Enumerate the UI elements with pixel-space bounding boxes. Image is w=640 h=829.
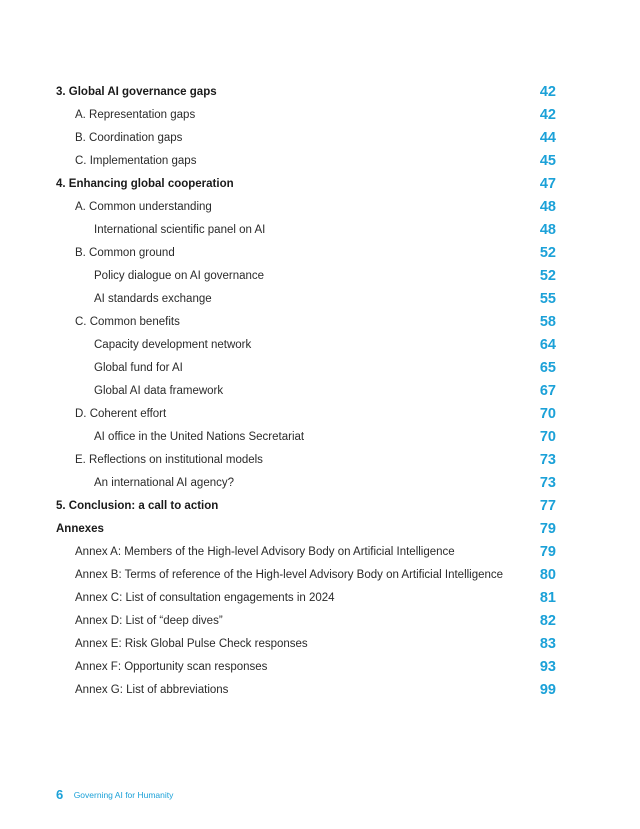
toc-entry-label: E. Reflections on institutional models	[75, 454, 263, 466]
toc-entry-page-number: 52	[539, 268, 556, 284]
toc-entry-label: Global AI data framework	[94, 385, 224, 397]
toc-entry-label: Annex E: Risk Global Pulse Check responses	[75, 638, 308, 650]
toc-entry-page-number: 58	[539, 314, 556, 330]
toc-entry-label: Capacity development network	[94, 339, 252, 351]
toc-entry-page-number: 52	[539, 245, 556, 261]
toc-entry-label: Annex F: Opportunity scan responses	[75, 661, 268, 673]
toc-entry-page-number: 45	[539, 153, 556, 169]
toc-entry[interactable]	[0, 518, 640, 541]
toc-entry-label: 4. Enhancing global cooperation	[56, 178, 234, 190]
toc-entry[interactable]	[0, 127, 640, 150]
footer-page-number: 6	[56, 787, 64, 803]
toc-entry-page-number: 70	[539, 406, 556, 422]
toc-entry-page-number: 80	[539, 567, 556, 583]
toc-entry-label: AI standards exchange	[94, 293, 212, 305]
toc-entry-page-number: 70	[539, 429, 556, 445]
toc-entry-page-number: 81	[539, 590, 556, 606]
toc-entry-page-number: 83	[539, 636, 556, 652]
toc-entry-label: Annex B: Terms of reference of the High-level Advisory Body on Artificial Intelligence	[75, 569, 504, 581]
toc-entry-label: Annex D: List of “deep dives”	[75, 615, 223, 627]
toc-entry-label: B. Coordination gaps	[75, 132, 183, 144]
toc-entry[interactable]	[0, 265, 640, 288]
toc-entry-page-number: 67	[539, 383, 556, 399]
toc-entry[interactable]	[0, 564, 640, 587]
toc-entry[interactable]	[0, 334, 640, 357]
toc-entry-label: 5. Conclusion: a call to action	[56, 500, 219, 512]
toc-entry[interactable]	[0, 679, 640, 702]
page-footer	[56, 786, 173, 804]
toc-entry-label: Annexes	[56, 523, 104, 535]
toc-entry[interactable]	[0, 219, 640, 242]
toc-entry[interactable]	[0, 541, 640, 564]
footer-document-title: Governing AI for Humanity	[73, 789, 174, 800]
toc-entry[interactable]	[0, 610, 640, 633]
toc-entry[interactable]	[0, 472, 640, 495]
toc-entry[interactable]	[0, 380, 640, 403]
toc-entry[interactable]	[0, 288, 640, 311]
toc-entry[interactable]	[0, 587, 640, 610]
toc-entry-page-number: 47	[539, 176, 556, 192]
toc-entry[interactable]	[0, 150, 640, 173]
toc-entry-label: Annex A: Members of the High-level Advisory Body on Artificial Intelligence	[75, 546, 455, 558]
toc-entry[interactable]	[0, 104, 640, 127]
toc-entry[interactable]	[0, 426, 640, 449]
toc-entry-label: C. Common benefits	[75, 316, 180, 328]
toc-entry-page-number: 48	[539, 199, 556, 215]
toc-entry-page-number: 42	[539, 107, 556, 123]
toc-entry[interactable]	[0, 449, 640, 472]
toc-entry-label: An international AI agency?	[94, 477, 235, 489]
toc-entry-label: Annex C: List of consultation engagements in 2024	[75, 592, 335, 604]
toc-entry-label: International scientific panel on AI	[94, 224, 266, 236]
toc-entry-page-number: 93	[539, 659, 556, 675]
toc-entry[interactable]	[0, 311, 640, 334]
toc-entry[interactable]	[0, 633, 640, 656]
toc-entry-page-number: 79	[539, 521, 556, 537]
toc-entry-label: 3. Global AI governance gaps	[56, 86, 217, 98]
toc-entry-page-number: 82	[539, 613, 556, 629]
toc-entry[interactable]	[0, 403, 640, 426]
toc-entry-page-number: 44	[539, 130, 556, 146]
toc-entry[interactable]	[0, 196, 640, 219]
toc-entry-page-number: 64	[539, 337, 556, 353]
toc-entry-page-number: 55	[539, 291, 556, 307]
toc-entry[interactable]	[0, 357, 640, 380]
toc-entry-label: C. Implementation gaps	[75, 155, 197, 167]
toc-entry-label: A. Common understanding	[75, 201, 212, 213]
toc-entry-label: Global fund for AI	[94, 362, 183, 374]
toc-entry-page-number: 73	[539, 452, 556, 468]
toc-entry[interactable]	[0, 242, 640, 265]
toc-entry-label: Policy dialogue on AI governance	[94, 270, 265, 282]
toc-entry-page-number: 73	[539, 475, 556, 491]
toc-entry-label: AI office in the United Nations Secretariat	[94, 431, 305, 443]
toc-entry[interactable]	[0, 81, 640, 104]
toc-entry-page-number: 48	[539, 222, 556, 238]
toc-entry-page-number: 79	[539, 544, 556, 560]
toc-entry-label: B. Common ground	[75, 247, 175, 259]
toc-entry[interactable]	[0, 495, 640, 518]
toc-entry-page-number: 77	[539, 498, 556, 514]
toc-entry-label: A. Representation gaps	[75, 109, 196, 121]
toc-entry-label: Annex G: List of abbreviations	[75, 684, 229, 696]
toc-entry-label: D. Coherent effort	[75, 408, 167, 420]
toc-entry[interactable]	[0, 656, 640, 679]
toc-entry[interactable]	[0, 173, 640, 196]
toc-entry-page-number: 42	[539, 84, 556, 100]
toc-entry-page-number: 99	[539, 682, 556, 698]
toc-entry-page-number: 65	[539, 360, 556, 376]
